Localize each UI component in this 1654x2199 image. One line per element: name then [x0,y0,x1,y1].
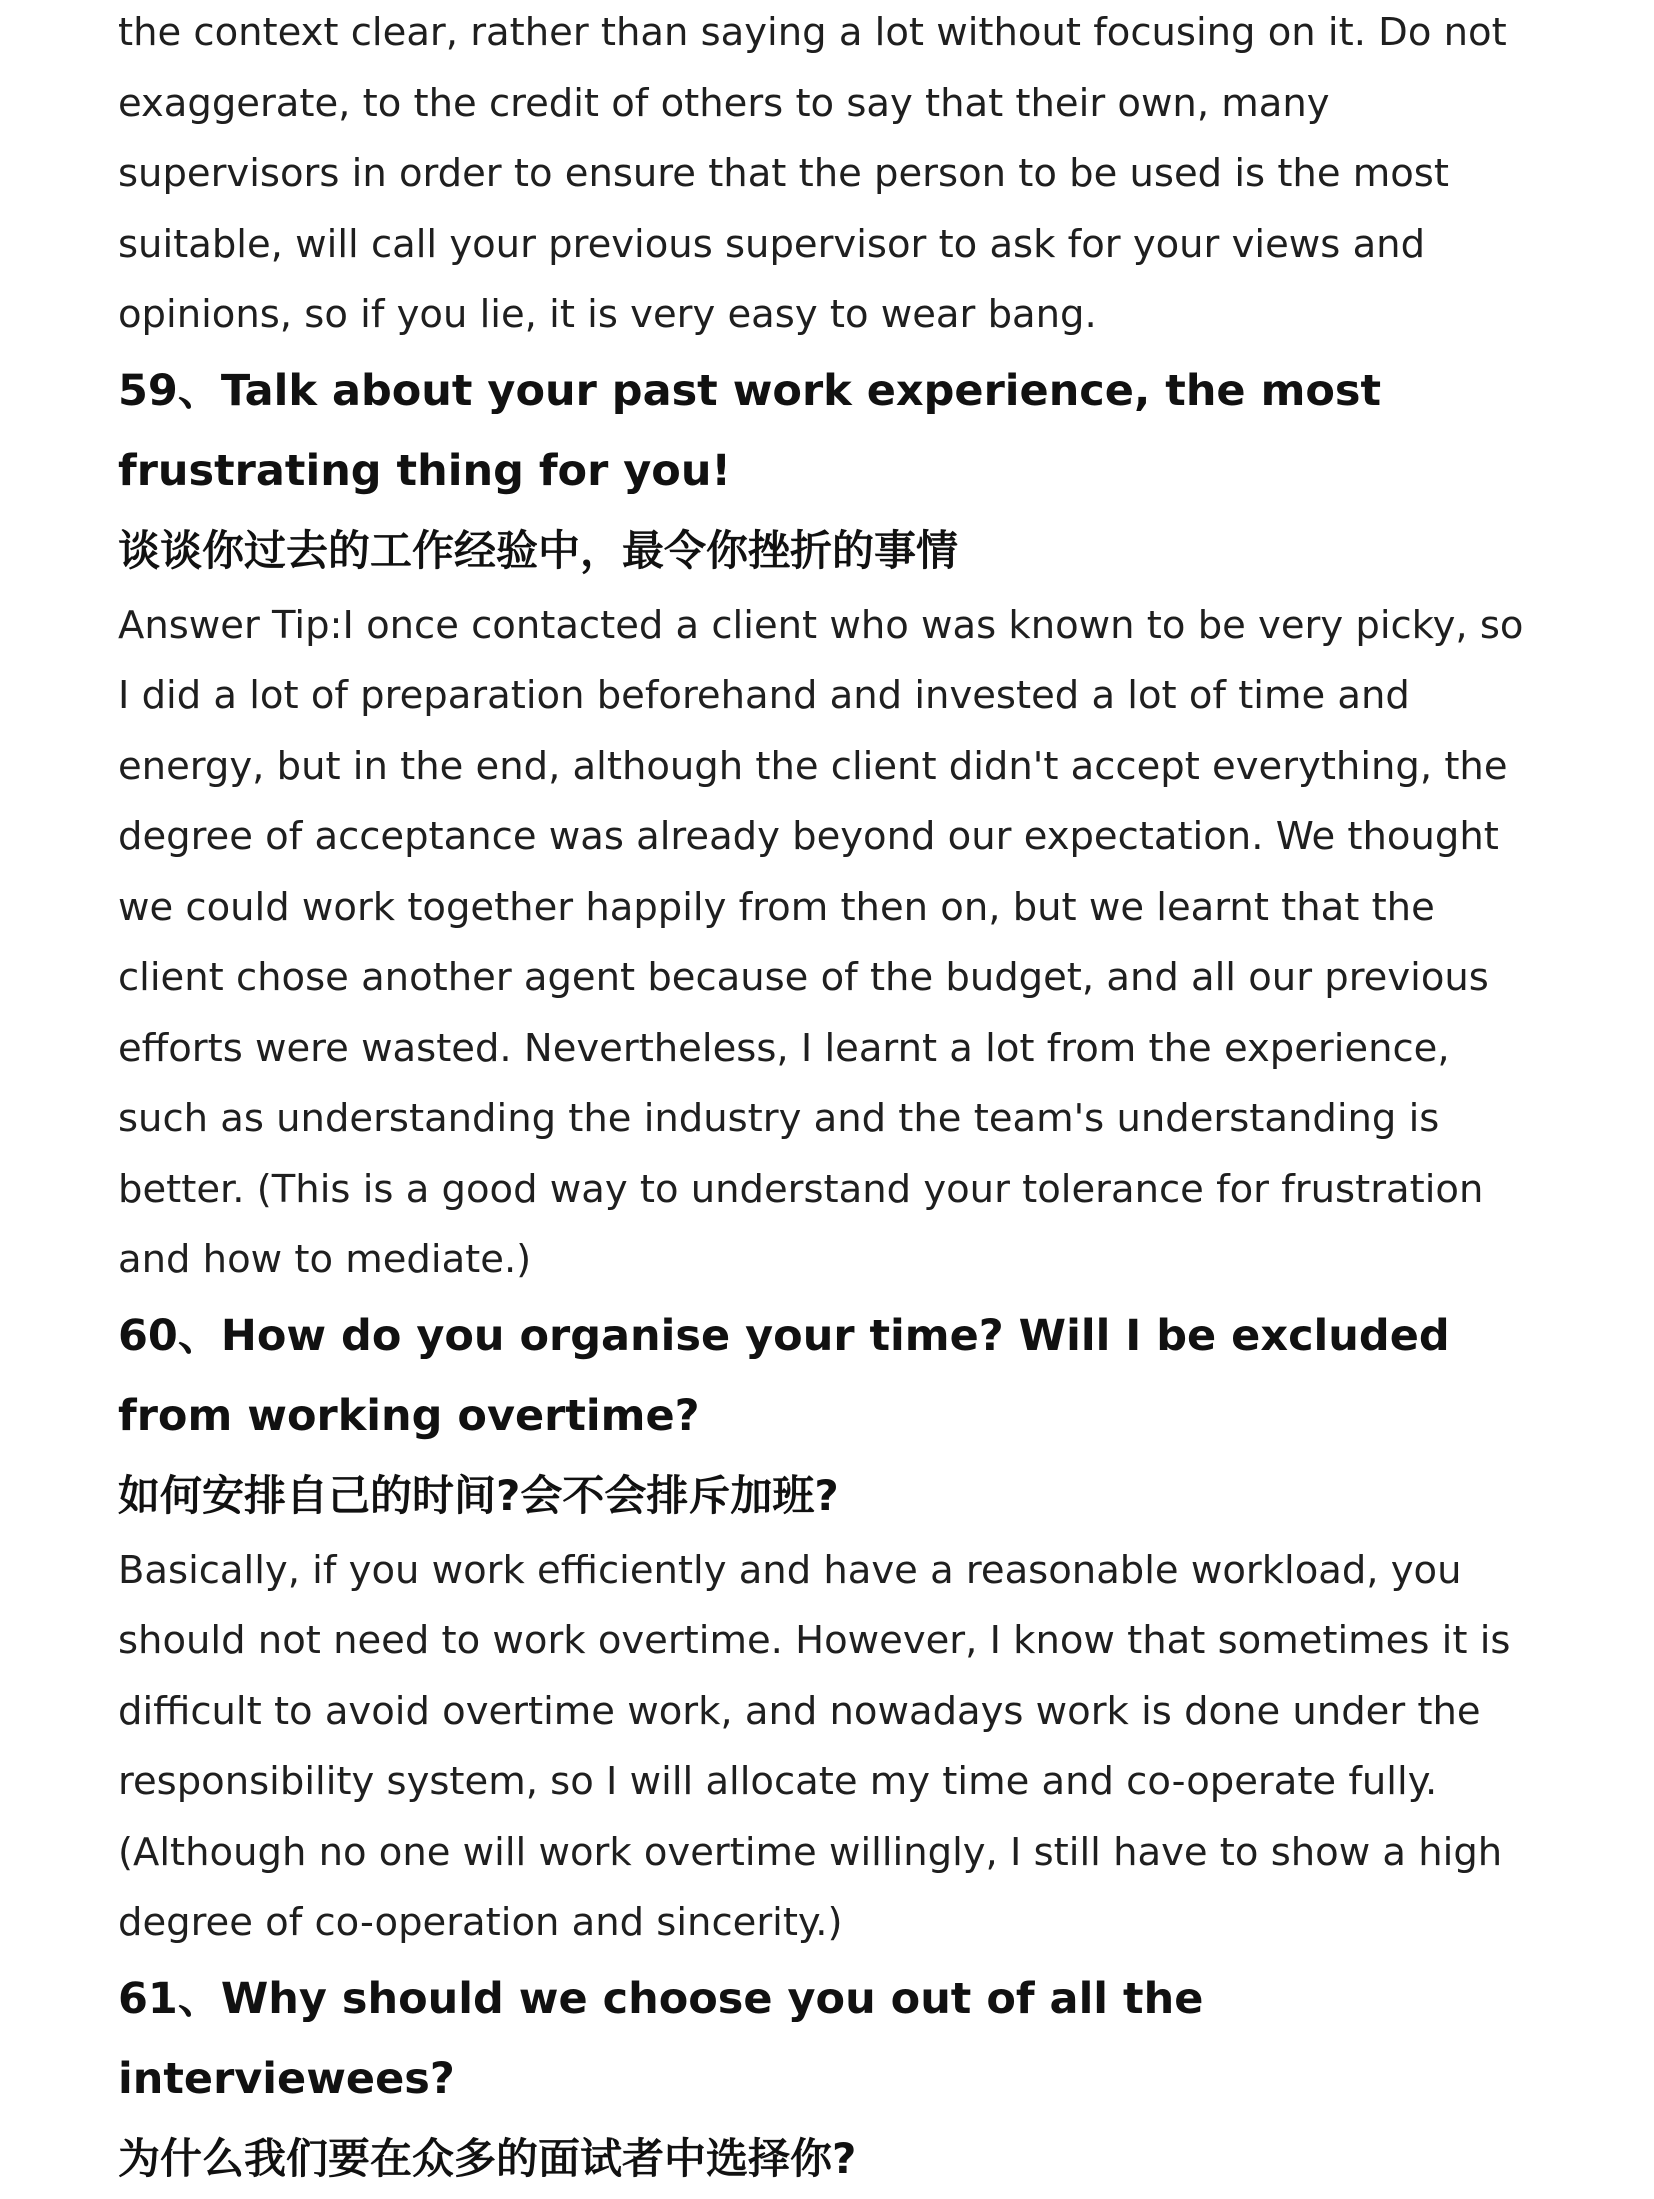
question-61-english: 61、Why should we choose you out of all the interviewees? [118,1973,1204,2104]
document-page [118,0,1538,2199]
answer-paragraph-continued: the context clear, rather than saying a lot without focusing on it. Do not exaggerate, to the credit of others to say that their own, many supervisors in order to ensure that the person to be used is the most suitable, will call your previous supervisor to ask for your views and opinions, so if you lie, it is very easy to wear bang. [118,10,1507,337]
question-61-chinese: 为什么我们要在众多的面试者中选择你? [118,2133,857,2183]
answer-59: Answer Tip:I once contacted a client who was known to be very picky, so I did a lot of preparation beforehand and invested a lot of time and energy, but in the end, although the client didn't accept everything, the degree of acceptance was already beyond our expectation. We thought we could work together happily from then on, but we learnt that the client chose another agent because of the budget, and all our previous efforts were wasted. Nevertheless, I learnt a lot from the experience, such as understanding the industry and the team's understanding is better. (This is a good way to understand your tolerance for frustration and how to mediate.) [118,602,1524,1282]
question-59-english: 59、Talk about your past work experience, the most frustrating thing for you! [118,365,1382,496]
question-59-chinese: 谈谈你过去的工作经验中，最令你挫折的事情 [118,525,959,575]
question-60-chinese: 如何安排自己的时间?会不会排斥加班? [118,1470,839,1520]
answer-60: Basically, if you work efficiently and have a reasonable workload, you should not need to work overtime. However, I know that sometimes it is difficult to avoid overtime work, and nowadays work is done under the responsibility system, so I will allocate my time and co-operate fully. (Although no one will work overtime willingly, I still have to show a high degree of co-operation and sincerity.) [118,1547,1511,1945]
question-60-english: 60、How do you organise your time? Will I be excluded from working overtime? [118,1310,1450,1441]
